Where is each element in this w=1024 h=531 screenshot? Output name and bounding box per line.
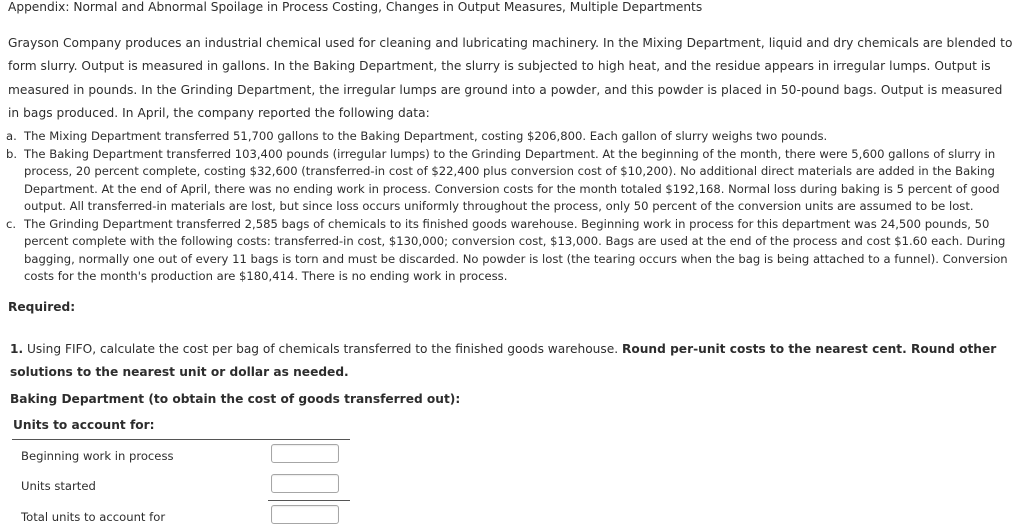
table-divider	[12, 439, 350, 440]
beginning-wip-input[interactable]	[271, 444, 339, 463]
item-text: The Grinding Department transferred 2,585 bags of chemicals to its finished goods warehouse. Beginning work in process for this department was 24,500 pounds, 50 percent complete with the following costs: transferred-in cost, $130,000; conversion cost, $13,000. Bags are used at the end of the process and cost $1.60 each. During bagging, normally one out of every 11 bags is torn and must be discarded. No powder is lost (the tearing occurs when the bag is being attached to a funnel). Conversion costs for the month's production are $180,414. There is no ending work in process.	[24, 216, 1008, 283]
question-body: Using FIFO, calculate the cost per bag of chemicals transferred to the finished goods warehouse.	[23, 342, 622, 356]
list-item	[6, 216, 1018, 286]
row-label-units-started: Units started	[21, 479, 96, 493]
required-label: Required:	[8, 300, 76, 314]
item-text: The Mixing Department transferred 51,700 gallons to the Baking Department, costing $206,800. Each gallon of slurry weighs two pounds.	[24, 129, 828, 143]
units-started-input[interactable]	[271, 474, 339, 493]
department-heading: Baking Department (to obtain the cost of goods transferred out):	[10, 392, 461, 406]
list-item	[6, 146, 1018, 216]
total-divider	[268, 500, 350, 501]
item-text: The Baking Department transferred 103,400 pounds (irregular lumps) to the Grinding Department. At the beginning of the month, there were 5,600 gallons of slurry in process, 20 percent complete, costing $32,600 (transferred-in cost of $22,400 plus conversion cost of $10,200). No additional direct materials are added in the Baking Department. At the end of April, there was no ending work in process. Conversion costs for the month totaled $192,168. Normal loss during baking is 5 percent of good output. All transferred-in materials are lost, but since loss occurs uniformly throughout the process, only 50 percent of the conversion units are assumed to be lost.	[24, 146, 1000, 213]
data-list	[6, 128, 1018, 286]
item-letter: a.	[6, 129, 17, 143]
total-units-input[interactable]	[271, 505, 339, 524]
question-number: 1.	[10, 342, 24, 356]
question-text	[10, 338, 1010, 384]
intro-paragraph: Grayson Company produces an industrial chemical used for cleaning and lubricating machinery. In the Mixing Department, liquid and dry chemicals are blended to form slurry. Output is measured in gallons. In the Baking Department, the slurry is subjected to high heat, and the residue appears in irregular lumps. Output is measured in pounds. In the Grinding Department, the irregular lumps are ground into a powder, and this powder is placed in 50-pound bags. Output is measured in bags produced. In April, the company reported the following data:	[8, 36, 1013, 120]
list-item	[6, 128, 1018, 146]
page-title: Appendix: Normal and Abnormal Spoilage in Process Costing, Changes in Output Measures, Multiple Departments	[8, 0, 703, 14]
item-letter: b.	[6, 146, 18, 161]
table-heading: Units to account for:	[13, 418, 155, 432]
item-letter: c.	[6, 216, 17, 231]
row-label-beginning-wip: Beginning work in process	[21, 449, 174, 463]
question-instructions: Round per-unit costs to the nearest cent. Round other solutions to the nearest unit or dollar as needed.	[10, 342, 997, 379]
row-label-total-units: Total units to account for	[21, 510, 166, 524]
